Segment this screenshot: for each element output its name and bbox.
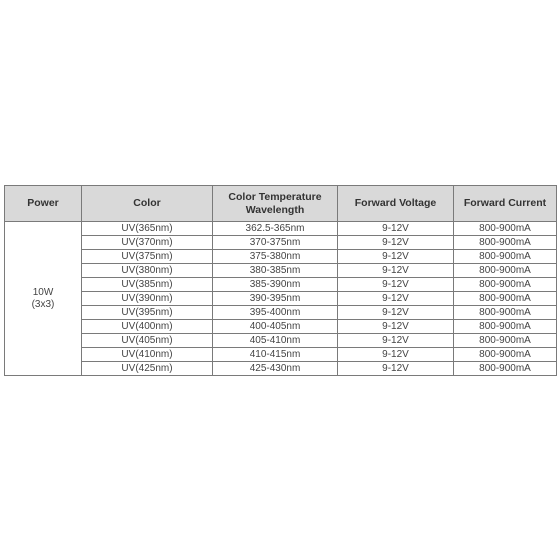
- cell-color: UV(385nm): [82, 278, 213, 292]
- table-row: [5, 264, 557, 278]
- table-row: [5, 222, 557, 236]
- table-body: [5, 222, 557, 376]
- power-value: 10W: [32, 286, 54, 298]
- cell-forward-voltage: 9-12V: [338, 264, 454, 278]
- cell-forward-current: 800-900mA: [454, 362, 557, 376]
- cell-color: UV(370nm): [82, 236, 213, 250]
- cell-wavelength: 410-415nm: [213, 348, 338, 362]
- cell-forward-current: 800-900mA: [454, 222, 557, 236]
- cell-color: UV(365nm): [82, 222, 213, 236]
- cell-forward-voltage: 9-12V: [338, 306, 454, 320]
- cell-forward-current: 800-900mA: [454, 278, 557, 292]
- cell-wavelength: 395-400nm: [213, 306, 338, 320]
- cell-forward-voltage: 9-12V: [338, 362, 454, 376]
- cell-color: UV(395nm): [82, 306, 213, 320]
- header-power: Power: [5, 186, 82, 222]
- header-forward-current: Forward Current: [454, 186, 557, 222]
- cell-wavelength: 400-405nm: [213, 320, 338, 334]
- cell-forward-voltage: 9-12V: [338, 278, 454, 292]
- table-row: [5, 278, 557, 292]
- header-wavelength-line2: Wavelength: [245, 203, 305, 216]
- header-forward-voltage: Forward Voltage: [338, 186, 454, 222]
- table-row: [5, 306, 557, 320]
- cell-forward-current: 800-900mA: [454, 264, 557, 278]
- cell-wavelength: 390-395nm: [213, 292, 338, 306]
- cell-forward-voltage: 9-12V: [338, 236, 454, 250]
- table-row: [5, 236, 557, 250]
- cell-forward-voltage: 9-12V: [338, 250, 454, 264]
- cell-forward-current: 800-900mA: [454, 292, 557, 306]
- cell-forward-current: 800-900mA: [454, 250, 557, 264]
- table-row: [5, 362, 557, 376]
- header-wavelength-line1: Color Temperature: [228, 190, 322, 203]
- power-cell: [5, 222, 82, 376]
- table-row: [5, 292, 557, 306]
- cell-color: UV(380nm): [82, 264, 213, 278]
- cell-wavelength: 380-385nm: [213, 264, 338, 278]
- cell-forward-current: 800-900mA: [454, 334, 557, 348]
- cell-forward-voltage: 9-12V: [338, 348, 454, 362]
- table-row: [5, 348, 557, 362]
- header-wavelength: [213, 186, 338, 222]
- cell-forward-voltage: 9-12V: [338, 334, 454, 348]
- cell-color: UV(405nm): [82, 334, 213, 348]
- cell-forward-voltage: 9-12V: [338, 222, 454, 236]
- cell-forward-current: 800-900mA: [454, 306, 557, 320]
- cell-forward-voltage: 9-12V: [338, 292, 454, 306]
- cell-forward-current: 800-900mA: [454, 236, 557, 250]
- cell-color: UV(400nm): [82, 320, 213, 334]
- table-row: [5, 334, 557, 348]
- cell-color: UV(390nm): [82, 292, 213, 306]
- cell-wavelength: 370-375nm: [213, 236, 338, 250]
- cell-forward-voltage: 9-12V: [338, 320, 454, 334]
- cell-color: UV(425nm): [82, 362, 213, 376]
- cell-forward-current: 800-900mA: [454, 320, 557, 334]
- cell-wavelength: 375-380nm: [213, 250, 338, 264]
- power-package: (3x3): [31, 298, 55, 310]
- cell-wavelength: 425-430nm: [213, 362, 338, 376]
- cell-color: UV(410nm): [82, 348, 213, 362]
- cell-wavelength: 405-410nm: [213, 334, 338, 348]
- cell-wavelength: 385-390nm: [213, 278, 338, 292]
- cell-color: UV(375nm): [82, 250, 213, 264]
- cell-wavelength: 362.5-365nm: [213, 222, 338, 236]
- spec-table: [4, 185, 557, 376]
- header-row: [5, 186, 557, 222]
- header-color: Color: [82, 186, 213, 222]
- cell-forward-current: 800-900mA: [454, 348, 557, 362]
- table-row: [5, 320, 557, 334]
- table-row: [5, 250, 557, 264]
